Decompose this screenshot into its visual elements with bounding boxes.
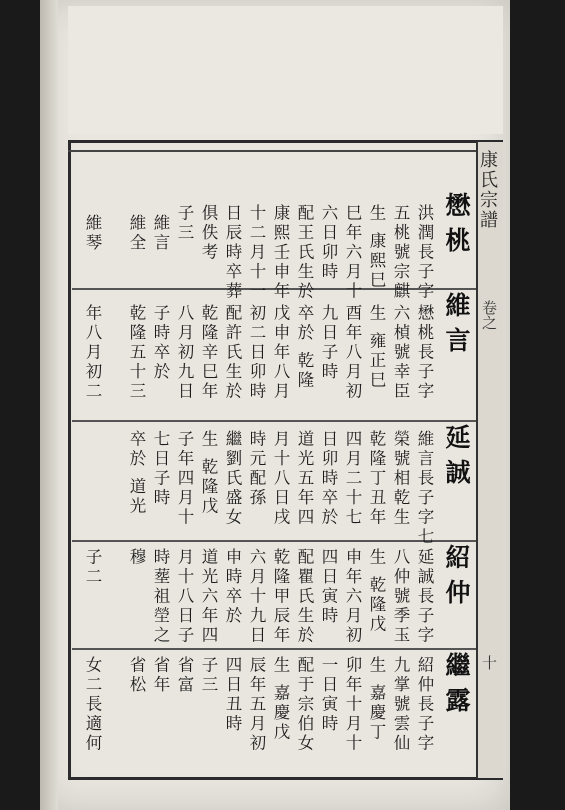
entry-line: 子時卒於 [151,304,170,382]
entry-line: 洪潤長子字 [415,204,434,302]
entry-line: 生 康熙巳 [367,204,386,291]
entry-line: 卯年十月十 [343,656,362,754]
entry-line: 六月十九日 [247,548,266,646]
entry-line: 康熙壬申年 [271,204,290,302]
entry-line: 配于宗伯女 [295,656,314,754]
entry-line: 乾隆甲辰年 [271,548,290,646]
entry-line: 生 嘉慶丁 [367,656,386,743]
genealogy-title: 康氏宗譜 [477,150,498,230]
entry-line: 四日寅時 [319,548,338,626]
entry-line: 維言長子字七 [415,430,434,547]
entry-line: 省松 [127,656,146,695]
entry-line: 月十八日戌 [271,430,290,528]
entry-line: 一日寅時 [319,656,338,734]
entry-line: 時塟祖塋之 [151,548,170,646]
entry-line: 延誠長子字 [415,548,434,646]
entry-line: 月十八日子 [175,548,194,646]
entry-line: 四月二十七 [343,430,362,528]
entry-line: 初二日卯時 [247,304,266,402]
entry-line: 女二長適何 [83,656,102,754]
entry-line: 時元配孫 [247,430,266,508]
entry-line: 六楨號幸臣 [391,304,410,402]
entry-line: 八仲號季玉 [391,548,410,646]
entry-line: 配許氏生於 [223,304,242,402]
entry-line: 省富 [175,656,194,695]
top-margin [68,6,503,134]
entry-line: 戊申年八月 [271,304,290,402]
volume-label: 卷之 [480,300,498,330]
entry-line: 乾隆丁丑年 [367,430,386,528]
entry-line: 道光五年四 [295,430,314,528]
entry-line: 維琴 [83,214,102,253]
book-spine [40,0,58,810]
entry-line: 生 嘉慶戊 [271,656,290,743]
entry-line: 日卯時卒於 [319,430,338,528]
entry-line: 六日卯時 [319,204,338,282]
entry-line: 維言 [151,214,170,253]
entry-line: 繼劉氏盛女 [223,430,242,528]
entry-line: 維全 [127,214,146,253]
entry-line: 穆 [127,548,146,568]
entry-line: 子三 [199,656,218,695]
entry-line: 九掌號雲仙 [391,656,410,754]
entry-line: 年八月初二 [83,304,102,402]
entry-line: 七日子時 [151,430,170,508]
entry-name: 紹仲 [442,544,471,614]
entry-line: 配王氏生於 [295,204,314,302]
entry-name: 懋桃 [442,192,471,262]
entry-line: 榮號相乾生 [391,430,410,528]
entry-line: 生 乾隆戊 [367,548,386,635]
entry-line: 八月初九日 [175,304,194,402]
entry-line: 申時卒於 [223,548,242,626]
entry-line: 五桃號宗麒 [391,204,410,302]
entry-line: 子年四月十 [175,430,194,528]
entry-line: 乾隆五十三 [127,304,146,402]
entry-block [72,152,476,302]
entry-name: 延誠 [442,424,471,494]
entry-line: 生 雍正巳 [367,304,386,391]
entry-line: 日辰時卒葬 [223,204,242,302]
entry-line: 省年 [151,656,170,695]
entry-line: 酉年八月初 [343,304,362,402]
margin-strip [476,142,503,778]
entry-line: 辰年五月初 [247,656,266,754]
entry-line: 四日丑時 [223,656,242,734]
entry-line: 卒於 道光 [127,430,146,517]
entry-line: 乾隆辛巳年 [199,304,218,402]
entry-line: 九日子時 [319,304,338,382]
entry-name: 繼露 [442,652,471,722]
page-number: 十 [480,655,498,670]
entry-line: 子二 [83,548,102,587]
entry-line: 紹仲長子字 [415,656,434,754]
entry-line: 配瞿氏生於 [295,548,314,646]
entry-line: 申年六月初 [343,548,362,646]
entry-line: 懋桃長子字 [415,304,434,402]
entry-line: 子三 [175,204,194,243]
entry-line: 道光六年四 [199,548,218,646]
entry-line: 巳年六月十 [343,204,362,302]
entry-line: 十二月十一 [247,204,266,302]
entry-block [72,542,476,648]
entry-line: 卒於 乾隆 [295,304,314,391]
entry-block [72,650,476,775]
entry-line: 俱佚考 [199,204,218,263]
entry-name: 維言 [442,292,471,362]
entry-block [72,422,476,547]
entry-block [72,290,476,420]
entry-line: 生 乾隆戊 [199,430,218,517]
